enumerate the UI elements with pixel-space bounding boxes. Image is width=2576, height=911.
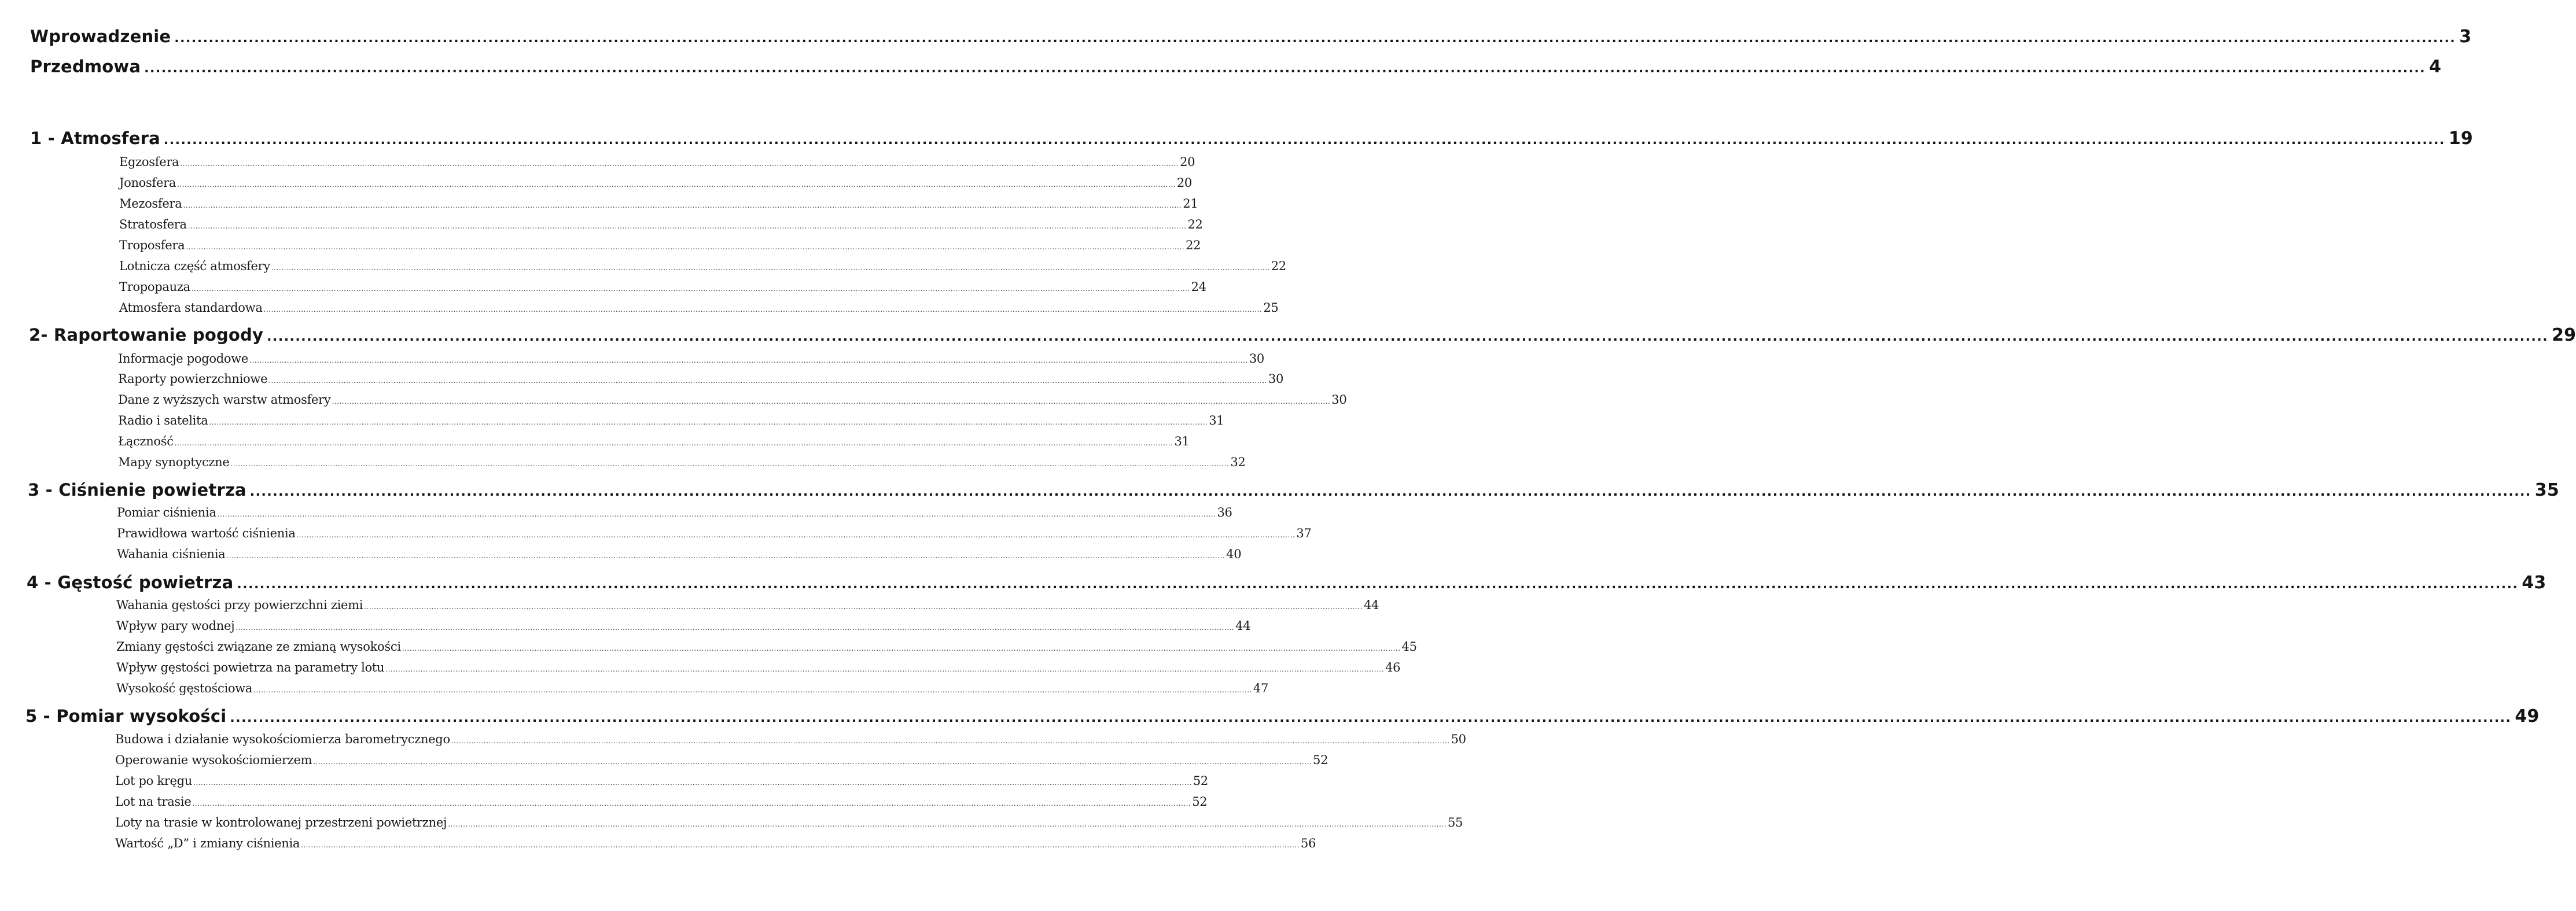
toc-chapter-entry <box>27 573 2546 593</box>
toc-entry-page-number: 31 <box>1209 414 1224 427</box>
dot-leader: ................................................................................................................................................................................................................................................................................................................................................................................................................ <box>249 485 2531 499</box>
toc-section-entry <box>117 547 1242 561</box>
toc-entry-page-number: 30 <box>1331 393 1347 407</box>
toc-section-entry <box>118 352 1264 366</box>
toc-section-entry <box>119 238 1201 252</box>
toc-entry-page-number: 32 <box>1230 455 1246 469</box>
dot-leader: ................................................................................................................................................................................................................................................................................................................................................................................................................ <box>451 737 1450 745</box>
dot-leader: ................................................................................................................................................................................................................................................................................................................................................................................................................ <box>209 418 1208 426</box>
dot-leader: ................................................................................................................................................................................................................................................................................................................................................................................................................ <box>448 820 1447 828</box>
dot-leader: ................................................................................................................................................................................................................................................................................................................................................................................................................ <box>217 510 1216 518</box>
toc-section-entry <box>117 526 1312 540</box>
dot-leader: ................................................................................................................................................................................................................................................................................................................................................................................................................ <box>253 686 1252 694</box>
dot-leader: ................................................................................................................................................................................................................................................................................................................................................................................................................ <box>183 201 1182 209</box>
toc-section-entry <box>119 301 1279 315</box>
toc-section-entry <box>118 393 1347 407</box>
toc-entry-title: Wprowadzenie <box>30 27 171 46</box>
dot-leader: ................................................................................................................................................................................................................................................................................................................................................................................................................ <box>230 711 2512 725</box>
dot-leader: ................................................................................................................................................................................................................................................................................................................................................................................................................ <box>177 180 1176 189</box>
toc-entry-page-number: 35 <box>2534 480 2559 500</box>
toc-section-entry <box>116 661 1401 674</box>
toc-section-entry <box>118 434 1190 448</box>
toc-entry-page-number: 44 <box>1363 598 1379 612</box>
toc-entry-page-number: 31 <box>1174 434 1190 448</box>
toc-entry-page-number: 3 <box>2459 27 2472 47</box>
toc-entry-title: Zmiany gęstości związane ze zmianą wysokości <box>116 640 401 654</box>
toc-entry-page-number: 29 <box>2552 325 2576 345</box>
toc-section-entry <box>115 816 1463 829</box>
toc-section-entry <box>116 640 1417 654</box>
toc-entry-page-number: 4 <box>2429 57 2442 77</box>
toc-chapter-entry <box>28 480 2559 500</box>
toc-entry-title: Wahania ciśnienia <box>117 547 226 561</box>
toc-entry-title: Troposfera <box>119 238 185 252</box>
toc-section-entry <box>115 732 1466 746</box>
dot-leader: ................................................................................................................................................................................................................................................................................................................................................................................................................ <box>144 61 2426 76</box>
toc-section-entry <box>119 155 1195 169</box>
toc-entry-title: Lot po kręgu <box>115 774 193 788</box>
dot-leader: ................................................................................................................................................................................................................................................................................................................................................................................................................ <box>193 779 1192 787</box>
toc-section-entry <box>116 598 1379 612</box>
toc-entry-page-number: 20 <box>1180 155 1195 169</box>
toc-chapter-entry <box>30 27 2472 47</box>
dot-leader: ................................................................................................................................................................................................................................................................................................................................................................................................................ <box>186 243 1185 251</box>
toc-section-entry <box>117 506 1232 519</box>
toc-entry-page-number: 56 <box>1300 836 1316 850</box>
dot-leader: ................................................................................................................................................................................................................................................................................................................................................................................................................ <box>230 460 1230 468</box>
toc-entry-page-number: 50 <box>1451 732 1466 746</box>
dot-leader: ................................................................................................................................................................................................................................................................................................................................................................................................................ <box>332 397 1331 405</box>
toc-entry-title: Pomiar ciśnienia <box>117 506 216 519</box>
dot-leader: ................................................................................................................................................................................................................................................................................................................................................................................................................ <box>237 577 2519 592</box>
toc-entry-title: 5 - Pomiar wysokości <box>25 706 227 726</box>
toc-entry-title: Wpływ pary wodnej <box>116 619 235 633</box>
toc-section-entry <box>116 681 1269 695</box>
toc-section-entry <box>115 774 1208 788</box>
toc-entry-title: Dane z wyższych warstw atmosfery <box>118 393 331 407</box>
dot-leader: ................................................................................................................................................................................................................................................................................................................................................................................................................ <box>385 665 1385 673</box>
toc-entry-title: Budowa i działanie wysokościomierza barometrycznego <box>115 732 450 746</box>
toc-section-entry <box>119 217 1203 231</box>
toc-entry-title: Wartość „D” i zmiany ciśnienia <box>115 836 300 850</box>
toc-entry-page-number: 37 <box>1296 526 1312 540</box>
dot-leader: ................................................................................................................................................................................................................................................................................................................................................................................................................ <box>163 133 2445 147</box>
toc-section-entry <box>118 414 1224 427</box>
toc-chapter-entry <box>30 128 2473 149</box>
toc-entry-page-number: 22 <box>1271 259 1286 273</box>
toc-entry-title: Wpływ gęstości powietrza na parametry lotu <box>116 661 385 674</box>
toc-entry-page-number: 52 <box>1313 753 1329 767</box>
toc-section-entry <box>118 372 1284 386</box>
toc-chapter-entry <box>30 57 2442 77</box>
dot-leader: ................................................................................................................................................................................................................................................................................................................................................................................................................ <box>263 305 1263 313</box>
dot-leader: ................................................................................................................................................................................................................................................................................................................................................................................................................ <box>226 552 1226 560</box>
toc-entry-title: Lot na trasie <box>115 795 192 809</box>
toc-entry-title: 2- Raportowanie pogody <box>29 325 264 345</box>
toc-chapter-entry <box>29 325 2576 345</box>
toc-section-entry <box>115 836 1316 850</box>
toc-section-entry <box>119 280 1206 294</box>
toc-entry-page-number: 30 <box>1249 352 1264 366</box>
toc-entry-title: Atmosfera standardowa <box>119 301 263 315</box>
dot-leader: ................................................................................................................................................................................................................................................................................................................................................................................................................ <box>187 222 1187 230</box>
toc-entry-title: Radio i satelita <box>118 414 208 427</box>
toc-entry-page-number: 47 <box>1253 681 1269 695</box>
dot-leader: ................................................................................................................................................................................................................................................................................................................................................................................................................ <box>174 31 2456 46</box>
dot-leader: ................................................................................................................................................................................................................................................................................................................................................................................................................ <box>271 264 1270 272</box>
toc-entry-page-number: 52 <box>1192 795 1208 809</box>
toc-entry-page-number: 43 <box>2522 573 2546 593</box>
toc-entry-title: Prawidłowa wartość ciśnienia <box>117 526 296 540</box>
toc-section-entry <box>119 259 1286 273</box>
toc-entry-title: Wysokość gęstościowa <box>116 681 253 695</box>
toc-entry-page-number: 30 <box>1268 372 1284 386</box>
dot-leader: ................................................................................................................................................................................................................................................................................................................................................................................................................ <box>235 624 1235 632</box>
toc-entry-title: Jonosfera <box>119 176 176 190</box>
toc-entry-title: Egzosfera <box>119 155 179 169</box>
toc-entry-page-number: 49 <box>2515 706 2540 726</box>
toc-entry-title: Mapy synoptyczne <box>118 455 230 469</box>
toc-entry-page-number: 22 <box>1187 217 1203 231</box>
toc-entry-title: Informacje pogodowe <box>118 352 249 366</box>
toc-entry-title: 3 - Ciśnienie powietrza <box>28 480 246 500</box>
toc-entry-page-number: 36 <box>1217 506 1232 519</box>
toc-entry-title: Lotnicza część atmosfery <box>119 259 270 273</box>
dot-leader: ................................................................................................................................................................................................................................................................................................................................................................................................................ <box>402 644 1401 652</box>
toc-entry-page-number: 19 <box>2448 128 2473 149</box>
dot-leader: ................................................................................................................................................................................................................................................................................................................................................................................................................ <box>249 356 1248 364</box>
toc-entry-page-number: 20 <box>1176 176 1192 190</box>
dot-leader: ................................................................................................................................................................................................................................................................................................................................................................................................................ <box>364 603 1363 611</box>
toc-entry-title: Raporty powierzchniowe <box>118 372 268 386</box>
toc-entry-page-number: 40 <box>1226 547 1242 561</box>
dot-leader: ................................................................................................................................................................................................................................................................................................................................................................................................................ <box>174 439 1173 447</box>
toc-entry-page-number: 22 <box>1186 238 1201 252</box>
toc-section-entry <box>119 176 1192 190</box>
dot-leader: ................................................................................................................................................................................................................................................................................................................................................................................................................ <box>191 285 1190 293</box>
toc-section-entry <box>115 795 1208 809</box>
toc-entry-title: 1 - Atmosfera <box>30 128 160 148</box>
toc-entry-page-number: 21 <box>1183 197 1198 211</box>
dot-leader: ................................................................................................................................................................................................................................................................................................................................................................................................................ <box>268 377 1267 385</box>
toc-section-entry <box>119 197 1198 211</box>
dot-leader: ................................................................................................................................................................................................................................................................................................................................................................................................................ <box>192 799 1191 807</box>
toc-entry-title: Tropopauza <box>119 280 190 294</box>
toc-entry-page-number: 46 <box>1385 661 1401 674</box>
dot-leader: ................................................................................................................................................................................................................................................................................................................................................................................................................ <box>267 330 2549 344</box>
toc-section-entry <box>115 753 1329 767</box>
toc-entry-title: Wahania gęstości przy powierzchni ziemi <box>116 598 363 612</box>
toc-section-entry <box>118 455 1246 469</box>
toc-entry-page-number: 55 <box>1447 816 1463 829</box>
toc-entry-page-number: 45 <box>1401 640 1417 654</box>
toc-entry-title: 4 - Gęstość powietrza <box>27 573 234 592</box>
toc-chapter-entry <box>25 706 2540 726</box>
toc-entry-title: Mezosfera <box>119 197 182 211</box>
dot-leader: ................................................................................................................................................................................................................................................................................................................................................................................................................ <box>313 758 1312 766</box>
toc-entry-title: Stratosfera <box>119 217 187 231</box>
toc-entry-title: Loty na trasie w kontrolowanej przestrzeni powietrznej <box>115 816 447 829</box>
toc-section-entry <box>116 619 1251 633</box>
dot-leader: ................................................................................................................................................................................................................................................................................................................................................................................................................ <box>296 531 1296 539</box>
toc-entry-page-number: 44 <box>1235 619 1251 633</box>
dot-leader: ................................................................................................................................................................................................................................................................................................................................................................................................................ <box>180 160 1179 168</box>
toc-entry-title: Przedmowa <box>30 57 141 76</box>
toc-entry-title: Łączność <box>118 434 174 448</box>
toc-entry-title: Operowanie wysokościomierzem <box>115 753 312 767</box>
toc-entry-page-number: 25 <box>1263 301 1279 315</box>
toc-entry-page-number: 24 <box>1191 280 1206 294</box>
toc-entry-page-number: 52 <box>1193 774 1208 788</box>
dot-leader: ................................................................................................................................................................................................................................................................................................................................................................................................................ <box>301 841 1300 849</box>
